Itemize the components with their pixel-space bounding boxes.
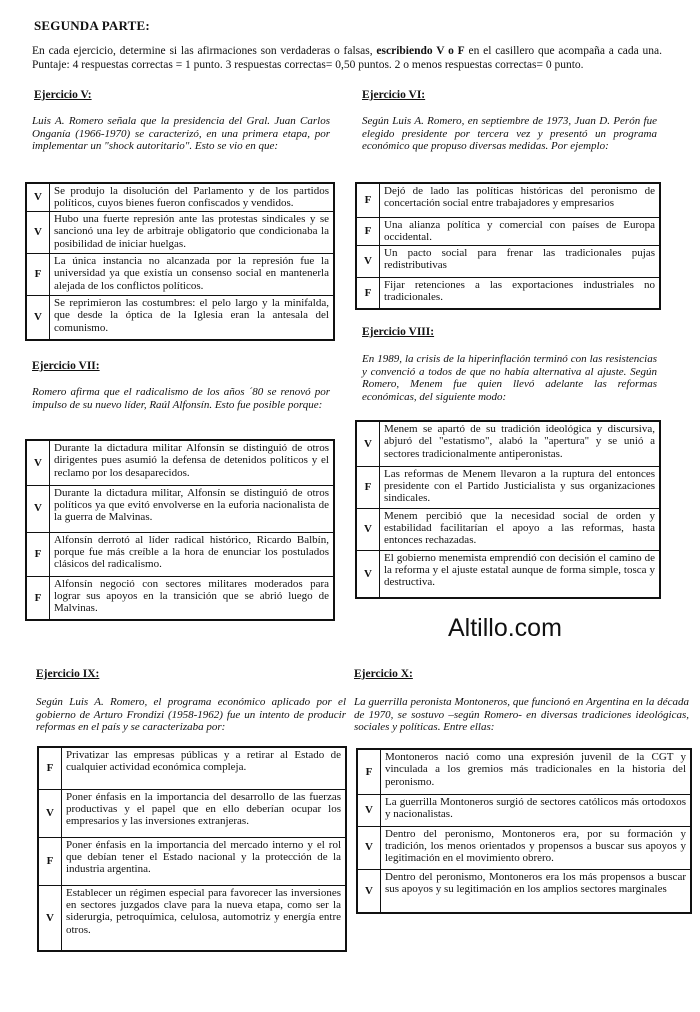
- exercise-ix-table: [37, 746, 347, 952]
- statement-text: Establecer un régimen especial para favorecer las inversiones en sectores juzgados clave para la nueva etapa, como ser la siderurgia, petroquímica, celulosa, automotriz y energía entre otros.: [62, 885, 347, 951]
- answer-row: [357, 749, 691, 794]
- answer-row: [38, 837, 346, 885]
- statement-text: Poner énfasis en la importancia del mercado interno y el rol que debían tener el Estado nacional y la protección de la industria argentina.: [62, 837, 347, 885]
- statement-text: El gobierno menemista emprendió con decisión el camino de la reforma y el ajuste estatal aunque de forma simple, tosca y destructiva.: [380, 550, 661, 598]
- answer-row: [38, 789, 346, 837]
- statement-text: Alfonsín derrotó al líder radical histórico, Ricardo Balbín, porque fue más creíble a la hora de enunciar los postulados clásicos del radicalismo.: [50, 532, 335, 576]
- exercise-vii-title: Ejercicio VII:: [32, 360, 100, 372]
- answer-mark: V: [26, 183, 50, 211]
- answer-mark: F: [26, 576, 50, 620]
- answer-row: [26, 183, 334, 211]
- answer-row: [356, 277, 660, 309]
- statement-text: Dentro del peronismo, Montoneros era, por su formación y tradición, los menos orientados y propensos a buscar sus apoyos y legitimación en el movimiento obrero.: [381, 826, 692, 869]
- answer-row: [356, 183, 660, 217]
- statement-text: La guerrilla Montoneros surgió de sectores católicos más ortodoxos y nacionalistas.: [381, 794, 692, 826]
- answer-row: [26, 253, 334, 295]
- answer-mark: V: [26, 485, 50, 532]
- answer-mark: F: [357, 749, 381, 794]
- statement-text: Alfonsín negoció con sectores militares moderados para lograr sus apoyos en la transición que se abrió luego de Malvinas.: [50, 576, 335, 620]
- answer-mark: F: [356, 183, 380, 217]
- answer-mark: F: [356, 277, 380, 309]
- statement-text: Las reformas de Menem llevaron a la ruptura del entonces presidente con el Partido Justicialista y sus organizaciones sindicales.: [380, 466, 661, 508]
- answer-mark: F: [38, 837, 62, 885]
- statement-text: Poner énfasis en la importancia del desarrollo de las fuerzas productivas y el papel que en ello deberían ocupar los empresarios y las inversiones extranjeras.: [62, 789, 347, 837]
- answer-mark: V: [26, 440, 50, 485]
- answer-row: [38, 747, 346, 789]
- instructions: [32, 45, 662, 72]
- exercise-vii-table: [25, 439, 335, 621]
- exercise-v-table: [25, 182, 335, 341]
- statement-text: Menem percibió que la necesidad social de orden y estabilidad facilitarían el apoyo a las reformas, hasta entonces rechazadas.: [380, 508, 661, 550]
- answer-mark: F: [356, 217, 380, 245]
- answer-row: [356, 217, 660, 245]
- answer-row: [26, 576, 334, 620]
- exercise-vi-intro: Según Luis A. Romero, en septiembre de 1973, Juan D. Perón fue elegido presidente por tercera vez y presentó un programa económico que propuso diversas medidas. Por ejemplo:: [362, 115, 657, 153]
- answer-mark: F: [38, 747, 62, 789]
- instructions-text-2: en el casillero que acompaña a cada una. Puntaje: 4 respuestas correctas = 1 punto. 3 respuestas correctas= 0,50 puntos. 2 o menos respuestas correctas= 0 punto.: [32, 45, 662, 71]
- statement-text: Se reprimieron las costumbres: el pelo largo y la minifalda, que desde la óptica de la Iglesia eran la antesala del comunismo.: [50, 295, 335, 340]
- statement-text: Dentro del peronismo, Montoneros era los más propensos a buscar sus apoyos y su legitimación en los amplios sectores marginales: [381, 869, 692, 913]
- answer-mark: V: [356, 550, 380, 598]
- answer-row: [26, 485, 334, 532]
- part-title: SEGUNDA PARTE:: [34, 18, 150, 33]
- instructions-text-1: En cada ejercicio, determine si las afirmaciones son verdaderas o falsas,: [32, 45, 377, 57]
- statement-text: Dejó de lado las políticas históricas del peronismo de concertación social entre trabajadores y empresarios: [380, 183, 661, 217]
- answer-row: [26, 532, 334, 576]
- statement-text: La única instancia no alcanzada por la represión fue la universidad ya que existía un consenso social en mantenerla alejada de los conflictos políticos.: [50, 253, 335, 295]
- answer-mark: V: [357, 794, 381, 826]
- watermark: Altillo.com: [448, 614, 562, 642]
- answer-mark: V: [357, 826, 381, 869]
- answer-row: [356, 508, 660, 550]
- answer-mark: V: [356, 245, 380, 277]
- answer-row: [356, 245, 660, 277]
- answer-row: [26, 440, 334, 485]
- answer-row: [356, 421, 660, 466]
- exercise-ix-intro: Según Luis A. Romero, el programa económico aplicado por el gobierno de Arturo Frondizi (1958-1962) fue un intento de producir reformas en el país y se caracterizaba por:: [36, 696, 346, 734]
- answer-row: [26, 211, 334, 253]
- exercise-x-title: Ejercicio X:: [354, 668, 413, 680]
- answer-mark: V: [357, 869, 381, 913]
- answer-mark: V: [38, 789, 62, 837]
- statement-text: Privatizar las empresas públicas y a retirar al Estado de cualquier actividad económica compleja.: [62, 747, 347, 789]
- exercise-vi-title: Ejercicio VI:: [362, 89, 426, 101]
- answer-mark: F: [26, 253, 50, 295]
- instructions-bold: escribiendo V o F: [376, 45, 465, 57]
- answer-mark: F: [356, 466, 380, 508]
- exercise-x-intro: La guerrilla peronista Montoneros, que funcionó en Argentina en la década de 1970, se sostuvo –según Romero- en diversas tradiciones ideológicas, sociales y políticas. Entre ellas:: [354, 696, 689, 734]
- answer-row: [356, 550, 660, 598]
- statement-text: Montoneros nació como una expresión juvenil de la CGT y vinculada a los gremios más tradicionales en la historia del peronismo.: [381, 749, 692, 794]
- answer-mark: V: [356, 508, 380, 550]
- answer-row: [38, 885, 346, 951]
- statement-text: Un pacto social para frenar las tradicionales pujas redistributivas: [380, 245, 661, 277]
- exercise-v-intro: Luis A. Romero señala que la presidencia del Gral. Juan Carlos Onganía (1966-1970) se caracterizó, en una primera etapa, por implementar un "shock autoritario". Esto se vio en que:: [32, 115, 330, 153]
- answer-mark: V: [26, 211, 50, 253]
- exercise-ix-title: Ejercicio IX:: [36, 668, 100, 680]
- statement-text: Fijar retenciones a las exportaciones industriales no tradicionales.: [380, 277, 661, 309]
- answer-row: [357, 794, 691, 826]
- answer-mark: V: [26, 295, 50, 340]
- statement-text: Durante la dictadura militar, Alfonsín se distinguió de otros políticos ya que evitó envolverse en la euforia nacionalista de la guerra de Malvinas.: [50, 485, 335, 532]
- answer-mark: F: [26, 532, 50, 576]
- answer-row: [26, 295, 334, 340]
- statement-text: Hubo una fuerte represión ante las protestas sindicales y se sancionó una ley de arbitraje obligatorio que condicionaba la posibilidad de iniciar huelgas.: [50, 211, 335, 253]
- statement-text: Una alianza política y comercial con países de Europa occidental.: [380, 217, 661, 245]
- exercise-x-table: [356, 748, 692, 914]
- statement-text: Durante la dictadura militar Alfonsín se distinguió de otros dirigentes pues asumió la defensa de detenidos políticos y el reclamo por los desaparecidos.: [50, 440, 335, 485]
- answer-mark: V: [38, 885, 62, 951]
- answer-row: [357, 826, 691, 869]
- statement-text: Menem se apartó de su tradición ideológica y discursiva, abjuró del "estatismo", alabó la "apertura" y se unió a sectores tradicionalmente antiperonistas.: [380, 421, 661, 466]
- exercise-v-title: Ejercicio V:: [34, 89, 92, 101]
- statement-text: Se produjo la disolución del Parlamento y de los partidos políticos, cuyos bienes fueron confiscados y vendidos.: [50, 183, 335, 211]
- exercise-viii-intro: En 1989, la crisis de la hiperinflación terminó con las resistencias y convenció a todos de que no había alternativa al ajuste. Según Romero, Menem fue quien llevó adelante las reformas económicas, del siguiente modo:: [362, 353, 657, 403]
- answer-row: [356, 466, 660, 508]
- exercise-viii-title: Ejercicio VIII:: [362, 326, 435, 338]
- exercise-vii-intro: Romero afirma que el radicalismo de los años ´80 se renovó por impulso de su nuevo líder, Raúl Alfonsín. Esto fue posible porque:: [32, 386, 330, 411]
- answer-mark: V: [356, 421, 380, 466]
- exercise-vi-table: [355, 182, 661, 310]
- exercise-viii-table: [355, 420, 661, 599]
- answer-row: [357, 869, 691, 913]
